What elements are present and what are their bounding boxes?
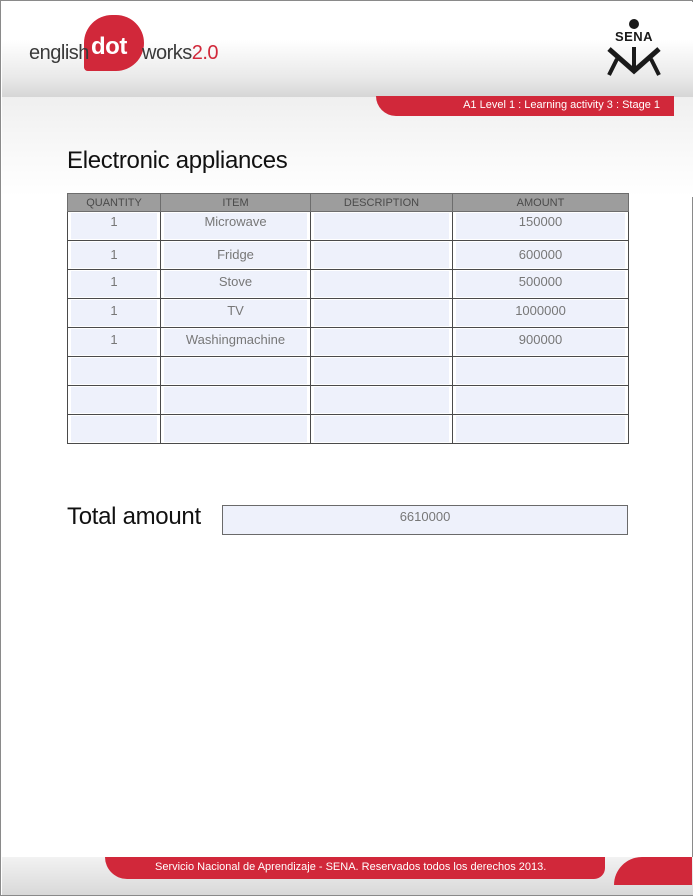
- cell-amount: [453, 357, 629, 386]
- cell-item: [161, 415, 311, 444]
- cell-quantity: [68, 270, 161, 299]
- appliance-table: [67, 193, 629, 444]
- amount-field[interactable]: 600000: [456, 242, 625, 268]
- table-row: [68, 357, 629, 386]
- description-field[interactable]: [314, 242, 449, 268]
- cell-quantity: [68, 415, 161, 444]
- amount-field[interactable]: 900000: [456, 329, 625, 355]
- cell-description: [311, 241, 453, 270]
- table-row: [68, 386, 629, 415]
- cell-item: [161, 299, 311, 328]
- item-field[interactable]: Stove: [164, 271, 307, 297]
- item-field[interactable]: Washingmachine: [164, 329, 307, 355]
- item-field[interactable]: [164, 416, 307, 442]
- cell-amount: [453, 386, 629, 415]
- table-row: [68, 328, 629, 357]
- amount-field[interactable]: 150000: [456, 213, 625, 239]
- total-amount-field[interactable]: 6610000: [222, 505, 628, 535]
- sena-emblem-icon: [605, 19, 665, 77]
- cell-description: [311, 270, 453, 299]
- footer-corner: [614, 857, 692, 885]
- cell-item: [161, 270, 311, 299]
- logo-english-text: english: [29, 42, 89, 64]
- cell-item: [161, 241, 311, 270]
- cell-quantity: [68, 212, 161, 241]
- cell-amount: [453, 212, 629, 241]
- logo-version-text: 2.0: [191, 42, 219, 64]
- quantity-field[interactable]: 1: [71, 242, 157, 268]
- cell-amount: [453, 299, 629, 328]
- cell-description: [311, 415, 453, 444]
- cell-item: [161, 328, 311, 357]
- activity-label: A1 Level 1 : Learning activity 3 : Stage 1: [463, 99, 660, 111]
- amount-field[interactable]: [456, 416, 625, 442]
- description-field[interactable]: [314, 358, 449, 384]
- description-field[interactable]: [314, 213, 449, 239]
- page-title: Electronic appliances: [67, 147, 288, 174]
- sena-logo: [605, 19, 665, 79]
- logo-works-group: [142, 42, 218, 65]
- logo-works-text: works: [142, 42, 192, 64]
- description-field[interactable]: [314, 387, 449, 413]
- description-field[interactable]: [314, 329, 449, 355]
- cell-amount: [453, 328, 629, 357]
- description-field[interactable]: [314, 271, 449, 297]
- cell-quantity: [68, 357, 161, 386]
- cell-description: [311, 328, 453, 357]
- quantity-field[interactable]: 1: [71, 213, 157, 239]
- amount-field[interactable]: [456, 358, 625, 384]
- activity-bar: [376, 96, 674, 116]
- header-item: ITEM: [161, 194, 311, 212]
- quantity-field[interactable]: [71, 358, 157, 384]
- cell-description: [311, 212, 453, 241]
- table-row: [68, 270, 629, 299]
- amount-field[interactable]: [456, 387, 625, 413]
- footer-copyright: Servicio Nacional de Aprendizaje - SENA. Reservados todos los derechos 2013.: [155, 861, 547, 873]
- quantity-field[interactable]: 1: [71, 329, 157, 355]
- table-row: [68, 241, 629, 270]
- header-description: DESCRIPTION: [311, 194, 453, 212]
- cell-amount: [453, 241, 629, 270]
- total-label: Total amount: [67, 503, 201, 530]
- amount-field[interactable]: 1000000: [456, 300, 625, 326]
- quantity-field[interactable]: 1: [71, 271, 157, 297]
- quantity-field[interactable]: [71, 387, 157, 413]
- amount-field[interactable]: 500000: [456, 271, 625, 297]
- header-quantity: QUANTITY: [68, 194, 161, 212]
- logo-dot-text: dot: [91, 33, 127, 60]
- header-amount: AMOUNT: [453, 194, 629, 212]
- item-field[interactable]: [164, 358, 307, 384]
- table-row: [68, 299, 629, 328]
- cell-quantity: [68, 241, 161, 270]
- cell-quantity: [68, 328, 161, 357]
- item-field[interactable]: Microwave: [164, 213, 307, 239]
- item-field[interactable]: [164, 387, 307, 413]
- table-row: [68, 212, 629, 241]
- cell-amount: [453, 415, 629, 444]
- description-field[interactable]: [314, 300, 449, 326]
- cell-quantity: [68, 386, 161, 415]
- item-field[interactable]: TV: [164, 300, 307, 326]
- cell-description: [311, 386, 453, 415]
- english-dot-works-logo: [29, 15, 229, 77]
- description-field[interactable]: [314, 416, 449, 442]
- table-header-row: [68, 194, 629, 212]
- quantity-field[interactable]: [71, 416, 157, 442]
- item-field[interactable]: Fridge: [164, 242, 307, 268]
- quantity-field[interactable]: 1: [71, 300, 157, 326]
- footer-bar: [105, 857, 605, 879]
- cell-item: [161, 212, 311, 241]
- table-row: [68, 415, 629, 444]
- cell-amount: [453, 270, 629, 299]
- cell-item: [161, 357, 311, 386]
- cell-item: [161, 386, 311, 415]
- cell-quantity: [68, 299, 161, 328]
- cell-description: [311, 357, 453, 386]
- sena-label: SENA: [614, 29, 654, 44]
- cell-description: [311, 299, 453, 328]
